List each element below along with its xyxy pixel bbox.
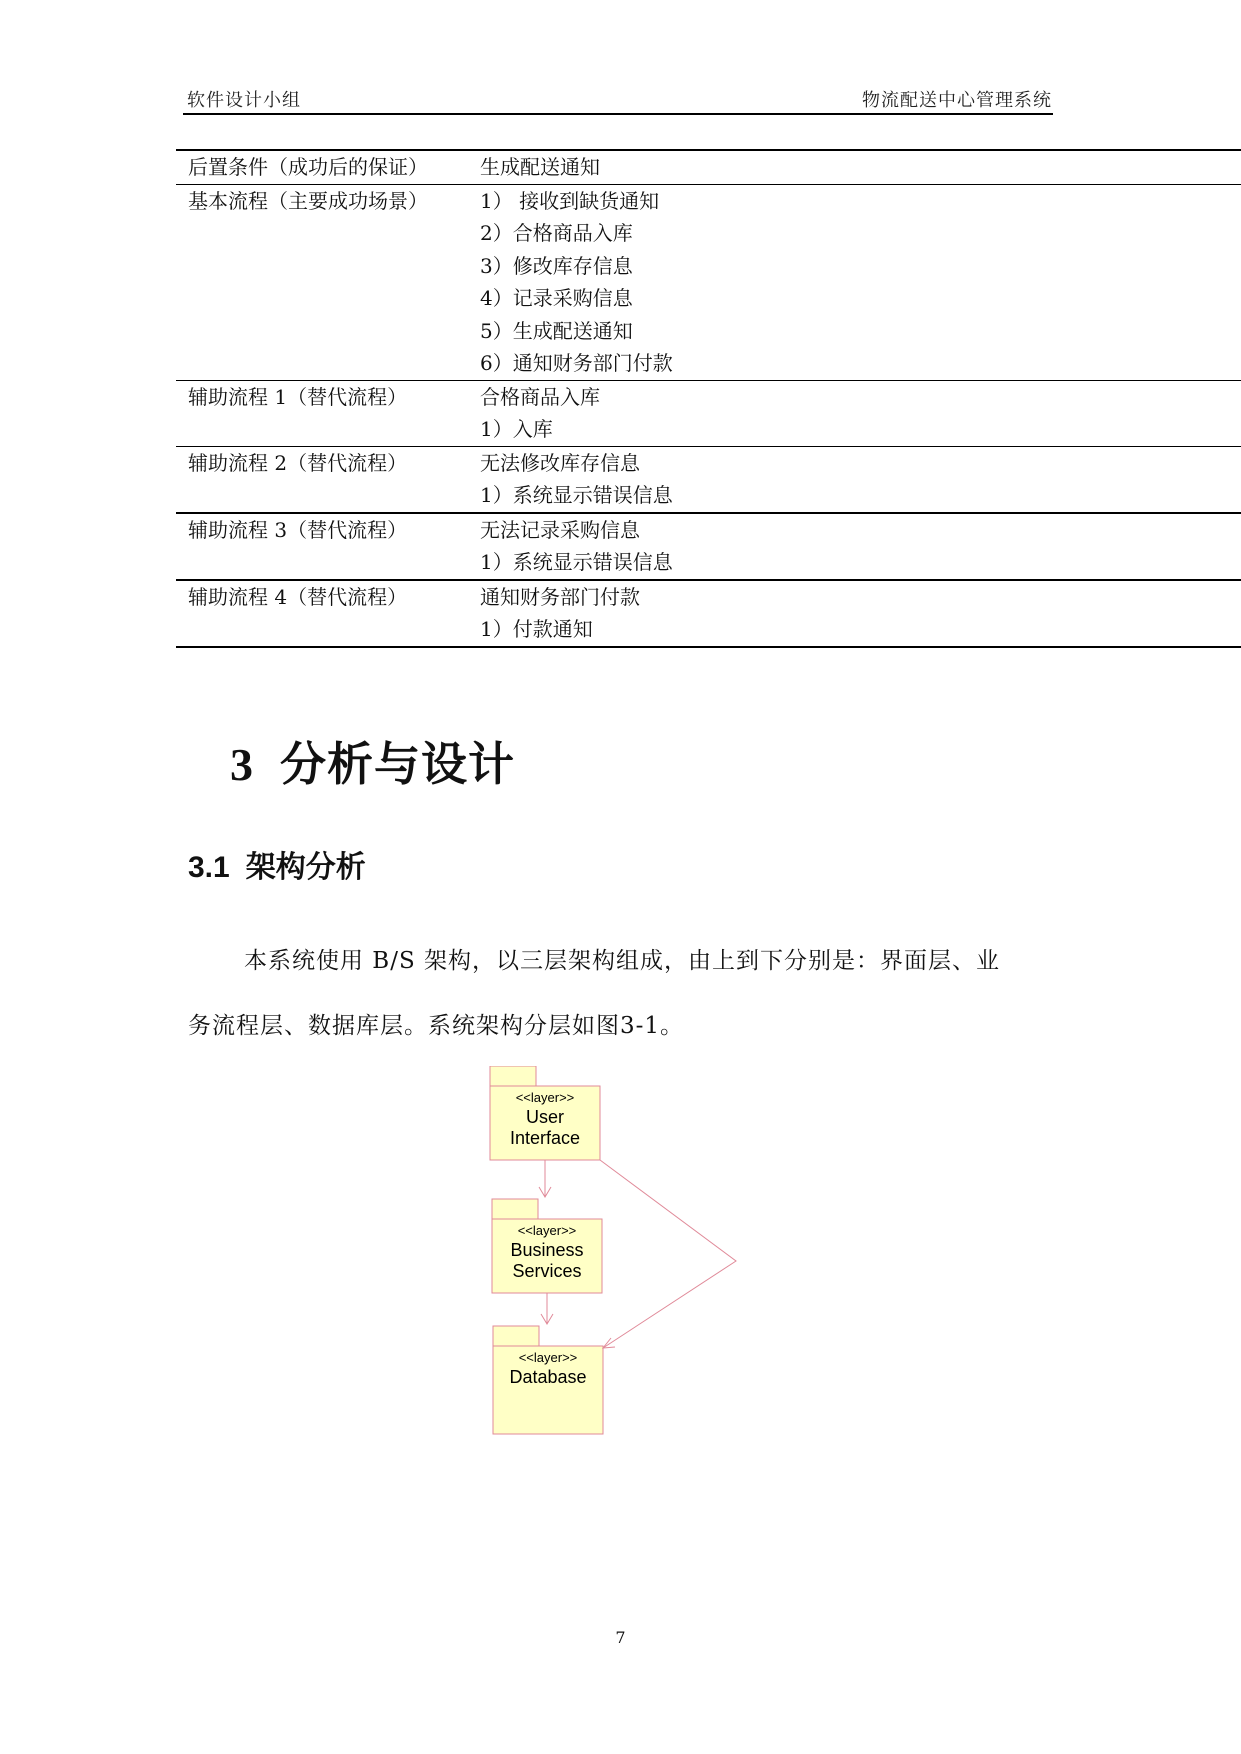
row-line: 无法记录采购信息 bbox=[480, 517, 640, 542]
row-line: 生成配送通知 bbox=[480, 155, 600, 179]
header-right: 物流配送中心管理系统 bbox=[862, 90, 1052, 111]
package-stereotype: <<layer>> bbox=[518, 1350, 578, 1365]
package-stereotype: <<layer>> bbox=[515, 1090, 575, 1105]
row-label: 辅助流程 3（替代流程） bbox=[188, 517, 408, 542]
row-label: 辅助流程 2（替代流程） bbox=[188, 450, 408, 475]
row-line: 1）系统显示错误信息 bbox=[480, 483, 673, 507]
row-line: 4）记录采购信息 bbox=[480, 286, 633, 310]
row-label: 基本流程（主要成功场景） bbox=[188, 188, 428, 213]
row-line: 6）通知财务部门付款 bbox=[480, 351, 673, 375]
package-name-line: Database bbox=[509, 1367, 587, 1387]
table-row bbox=[176, 381, 1241, 447]
row-line: 1） 接收到缺货通知 bbox=[480, 188, 660, 213]
package-database bbox=[493, 1326, 603, 1434]
row-line: 1）入库 bbox=[480, 417, 553, 441]
row-line: 1）系统显示错误信息 bbox=[480, 550, 673, 574]
arrow-head bbox=[603, 1338, 615, 1348]
row-label: 后置条件（成功后的保证） bbox=[188, 155, 428, 179]
arrow-ui-to-database bbox=[600, 1160, 736, 1348]
table-row bbox=[176, 514, 1241, 581]
row-line: 3）修改库存信息 bbox=[480, 253, 633, 278]
section-heading bbox=[230, 728, 515, 794]
table-row bbox=[176, 185, 1241, 381]
row-line: 无法修改库存信息 bbox=[480, 450, 640, 475]
use-case-table bbox=[176, 149, 1241, 648]
subsection-title: 架构分析 bbox=[245, 850, 366, 885]
row-content bbox=[480, 514, 1241, 579]
architecture-layer-diagram bbox=[480, 1066, 740, 1436]
row-content bbox=[480, 151, 1241, 184]
body-paragraph-line-2: 务流程层、数据库层。系统架构分层如图3-1。 bbox=[188, 1013, 685, 1039]
row-content bbox=[480, 185, 1241, 380]
body-paragraph-line-1: 本系统使用 B/S 架构，以三层架构组成，由上到下分别是：界面层、业 bbox=[244, 948, 1001, 974]
package-name-line: Interface bbox=[509, 1128, 581, 1148]
row-content bbox=[480, 447, 1241, 512]
package-business-services bbox=[492, 1199, 602, 1293]
package-name-line: User bbox=[525, 1107, 565, 1127]
header-left: 软件设计小组 bbox=[187, 90, 301, 111]
header-rule bbox=[183, 113, 1053, 115]
row-content bbox=[480, 381, 1241, 446]
row-line: 合格商品入库 bbox=[480, 384, 600, 409]
subsection-heading bbox=[188, 842, 366, 886]
layer-diagram-svg bbox=[480, 1066, 740, 1436]
row-label: 辅助流程 4（替代流程） bbox=[188, 584, 408, 609]
package-name-line: Business bbox=[510, 1240, 584, 1260]
table-row bbox=[176, 151, 1241, 185]
page-number: 7 bbox=[615, 1628, 626, 1647]
package-stereotype: <<layer>> bbox=[517, 1223, 577, 1238]
row-content bbox=[480, 581, 1241, 646]
package-name-line: Services bbox=[512, 1261, 582, 1281]
table-row bbox=[176, 447, 1241, 514]
subsection-number: 3.1 bbox=[188, 851, 230, 884]
row-line: 通知财务部门付款 bbox=[480, 584, 640, 609]
package-user-interface bbox=[490, 1066, 600, 1160]
row-line: 1）付款通知 bbox=[480, 617, 593, 641]
row-line: 2）合格商品入库 bbox=[480, 221, 633, 245]
section-number: 3 bbox=[230, 739, 254, 790]
table-row bbox=[176, 581, 1241, 648]
section-title: 分析与设计 bbox=[280, 737, 515, 791]
row-label: 辅助流程 1（替代流程） bbox=[188, 384, 408, 409]
row-line: 5）生成配送通知 bbox=[480, 318, 633, 343]
